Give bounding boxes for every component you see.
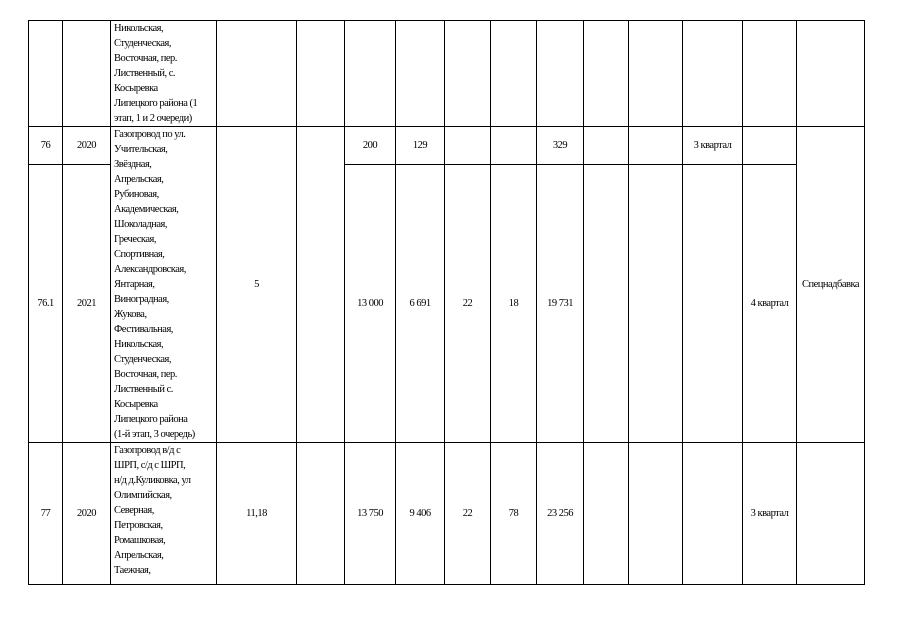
cell-quarter xyxy=(743,127,797,165)
description-line: Никольская, xyxy=(114,339,164,350)
cell-v1: 13 750 xyxy=(345,443,396,585)
description-line: Косыревка xyxy=(114,399,158,410)
description-line: Петровская, xyxy=(114,520,163,531)
cell-total: 23 256 xyxy=(537,443,584,585)
cell-num xyxy=(29,21,63,127)
description-line: Восточная, пер. xyxy=(114,369,177,380)
cell-empty xyxy=(629,21,683,127)
cell-empty xyxy=(629,443,683,585)
cell-year: 2021 xyxy=(63,164,111,442)
cell-v4: 78 xyxy=(491,443,537,585)
description-line: (1-й этап, 3 очередь) xyxy=(114,429,195,440)
cell-quarter xyxy=(743,21,797,127)
cell-num: 76.1 xyxy=(29,164,63,442)
cell-v1: 13 000 xyxy=(345,164,396,442)
cell-empty xyxy=(584,164,629,442)
cell-contractor: Спецнадбавка xyxy=(797,127,865,443)
cell-v1: 200 xyxy=(345,127,396,165)
cell-v3 xyxy=(445,127,491,165)
cell-v2: 129 xyxy=(396,127,445,165)
description-line: Никольская, xyxy=(114,23,164,34)
cell-num: 76 xyxy=(29,127,63,165)
description-line: Шоколадная, xyxy=(114,219,167,230)
description-line: этап, 1 и 2 очереди) xyxy=(114,113,192,124)
cell-total: 329 xyxy=(537,127,584,165)
cell-year xyxy=(63,21,111,127)
cell-quarter xyxy=(683,164,743,442)
cell-length xyxy=(217,21,297,127)
cell-v4 xyxy=(491,21,537,127)
cell-year: 2020 xyxy=(63,127,111,165)
cell-empty xyxy=(629,127,683,165)
cell-v3: 22 xyxy=(445,443,491,585)
cell-quarter xyxy=(683,21,743,127)
cell-empty xyxy=(629,164,683,442)
cell-quarter: 4 квартал xyxy=(743,164,797,442)
cell-length: 11,18 xyxy=(217,443,297,585)
description-line: Апрельская, xyxy=(114,174,164,185)
cell-v3 xyxy=(445,21,491,127)
description-line: Липецкого района (1 xyxy=(114,98,198,109)
cell-empty xyxy=(297,127,345,443)
cell-quarter xyxy=(683,443,743,585)
description-line: Северная, xyxy=(114,505,154,516)
table-row xyxy=(29,127,865,165)
description-line: Газопровод в/д с xyxy=(114,445,181,456)
cell-v4 xyxy=(491,127,537,165)
description-line: Фестивальная, xyxy=(114,324,173,335)
description-line: н/д д.Куликовка, ул xyxy=(114,475,191,486)
cell-description xyxy=(111,443,217,585)
description-line: Учительская, xyxy=(114,144,168,155)
description-line: Ромашковая, xyxy=(114,535,166,546)
cell-v2 xyxy=(396,21,445,127)
description-line: Косыревка xyxy=(114,83,158,94)
cell-total: 19 731 xyxy=(537,164,584,442)
description-line: Газопровод по ул. xyxy=(114,129,186,140)
description-line: Таежная, xyxy=(114,565,151,576)
cell-length: 5 xyxy=(217,127,297,443)
cell-quarter: 3 квартал xyxy=(683,127,743,165)
description-line: Спортивная, xyxy=(114,249,165,260)
description-line: Александровская, xyxy=(114,264,186,275)
description-line: Виноградная, xyxy=(114,294,169,305)
cell-empty xyxy=(297,21,345,127)
description-line: Липецкого района xyxy=(114,414,188,425)
description-line: Янтарная, xyxy=(114,279,155,290)
description-line: Апрельская, xyxy=(114,550,164,561)
cell-v1 xyxy=(345,21,396,127)
description-line: Студенческая, xyxy=(114,354,171,365)
description-line: Жукова, xyxy=(114,309,147,320)
description-line: Лиственный, с. xyxy=(114,68,175,79)
table-row xyxy=(29,443,865,585)
cell-empty xyxy=(584,21,629,127)
cell-description xyxy=(111,127,217,443)
description-line: Греческая, xyxy=(114,234,156,245)
gas-pipeline-table xyxy=(28,20,865,585)
cell-empty xyxy=(584,127,629,165)
cell-description xyxy=(111,21,217,127)
description-line: Студенческая, xyxy=(114,38,171,49)
cell-v3: 22 xyxy=(445,164,491,442)
cell-total xyxy=(537,21,584,127)
cell-empty xyxy=(584,443,629,585)
cell-v4: 18 xyxy=(491,164,537,442)
description-line: Лиственный с. xyxy=(114,384,173,395)
description-line: Звёздная, xyxy=(114,159,152,170)
description-line: Рубиновая, xyxy=(114,189,159,200)
cell-v2: 9 406 xyxy=(396,443,445,585)
description-line: Олимпийская, xyxy=(114,490,172,501)
cell-empty xyxy=(297,443,345,585)
cell-quarter: 3 квартал xyxy=(743,443,797,585)
cell-v2: 6 691 xyxy=(396,164,445,442)
cell-num: 77 xyxy=(29,443,63,585)
table-row xyxy=(29,21,865,127)
cell-contractor xyxy=(797,21,865,127)
description-line: Восточная, пер. xyxy=(114,53,177,64)
description-line: Академическая, xyxy=(114,204,179,215)
cell-year: 2020 xyxy=(63,443,111,585)
cell-contractor xyxy=(797,443,865,585)
description-line: ШРП, с/д с ШРП, xyxy=(114,460,186,471)
